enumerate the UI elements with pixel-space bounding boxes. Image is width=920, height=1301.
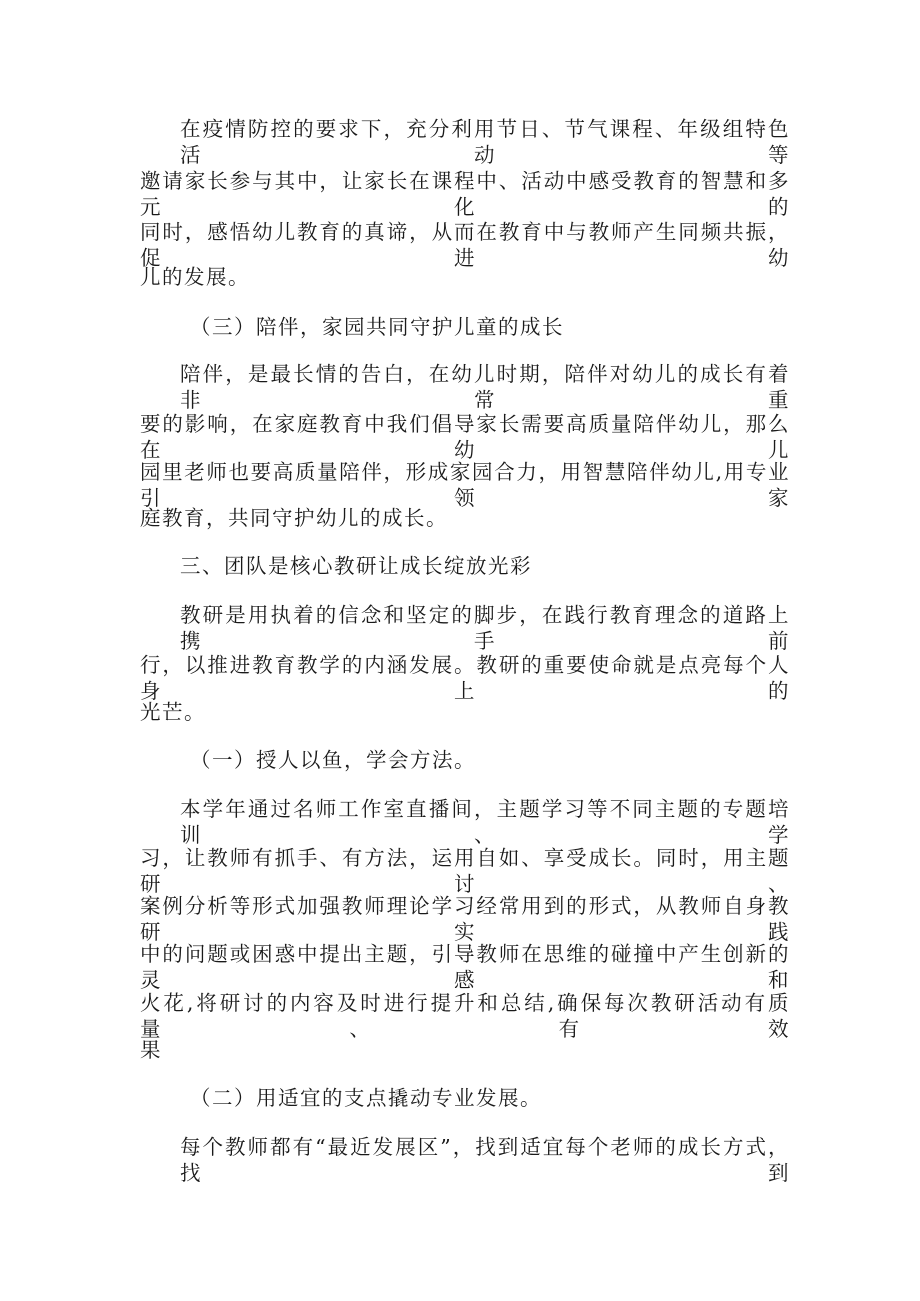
paragraph-3-line-1: 教研是用执着的信念和坚定的脚步，在践行教育理念的道路上携手前 (180, 603, 790, 653)
section-heading-3: 三、团队是核心教研让成长绽放光彩 (180, 554, 532, 578)
paragraph-4-line-2: 习，让教师有抓手、有方法，运用自如、享受成长。同时，用主题研讨、 (140, 846, 790, 896)
paragraph-4-line-5: 火花,将研讨的内容及时进行提升和总结,确保每次教研活动有质量、有效 (140, 991, 790, 1041)
paragraph-1-line-3: 同时，感悟幼儿教育的真谛，从而在教育中与教师产生同频共振，促进幼 (140, 220, 790, 270)
paragraph-4-line-3: 案例分析等形式加强教师理论学习经常用到的形式，从教师自身教研实践 (140, 894, 790, 944)
paragraph-1-line-1: 在疫情防控的要求下，充分利用节日、节气课程、年级组特色活动等 (180, 117, 790, 167)
paragraph-4-line-6: 果 (140, 1038, 162, 1062)
paragraph-2-line-4: 庭教育，共同守护幼儿的成长。 (140, 506, 448, 530)
subheading-san: （三）陪伴，家园共同守护儿童的成长 (190, 315, 564, 339)
subheading-yi: （一）授人以鱼，学会方法。 (190, 748, 476, 772)
subheading-er: （二）用适宜的支点撬动专业发展。 (190, 1086, 542, 1110)
paragraph-2-line-1: 陪伴，是最长情的告白，在幼儿时期，陪伴对幼儿的成长有着非常重 (180, 362, 790, 412)
paragraph-3-line-3: 光芒。 (140, 700, 206, 724)
paragraph-5-line-1: 每个教师都有“最近发展区”，找到适宜每个老师的成长方式，找到 (180, 1135, 790, 1185)
paragraph-4-line-1: 本学年通过名师工作室直播间，主题学习等不同主题的专题培训、学 (180, 797, 790, 847)
paragraph-4-line-4: 中的问题或困惑中提出主题，引导教师在思维的碰撞中产生创新的灵感和 (140, 942, 790, 992)
paragraph-3-line-2: 行，以推进教育教学的内涵发展。教研的重要使命就是点亮每个人身上的 (140, 653, 790, 703)
paragraph-1-line-4: 儿的发展。 (140, 265, 250, 289)
paragraph-2-line-2: 要的影响，在家庭教育中我们倡导家长需要高质量陪伴幼儿，那么在幼儿 (140, 412, 790, 462)
paragraph-1-line-2: 邀请家长参与其中，让家长在课程中、活动中感受教育的智慧和多元化的 (140, 169, 790, 219)
paragraph-2-line-3: 园里老师也要高质量陪伴，形成家园合力，用智慧陪伴幼儿,用专业引领家 (140, 460, 790, 510)
